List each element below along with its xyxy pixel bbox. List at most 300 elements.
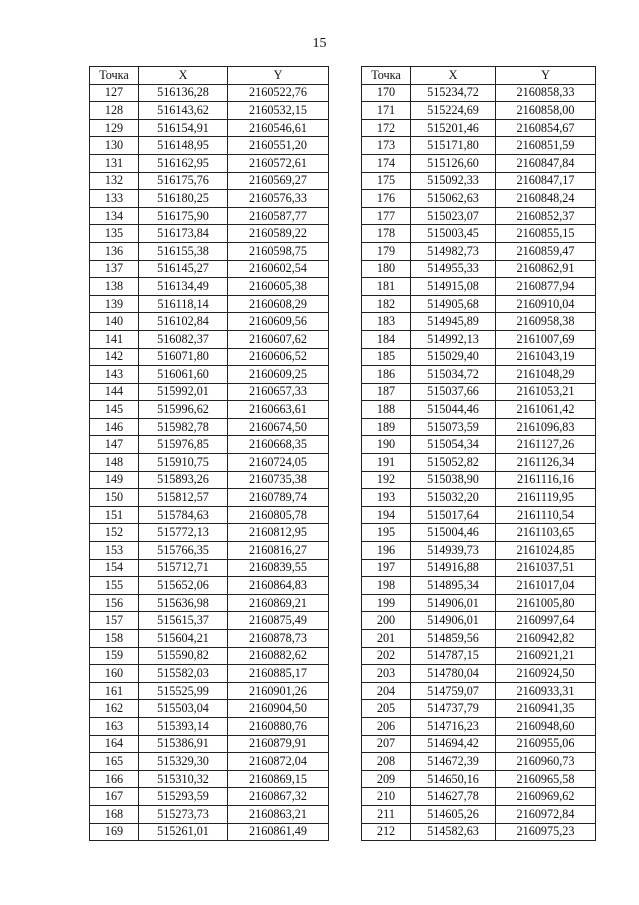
x-coordinate-cell: 516071,80: [139, 348, 228, 366]
table-row: [90, 225, 329, 243]
y-coordinate-cell: 2160867,32: [228, 788, 329, 806]
x-coordinate-cell: 514759,07: [411, 682, 496, 700]
y-coordinate-cell: 2160816,27: [228, 542, 329, 560]
table-row: [90, 366, 329, 384]
point-number-cell: 150: [90, 489, 139, 507]
y-coordinate-cell: 2160869,21: [228, 594, 329, 612]
y-coordinate-cell: 2160607,62: [228, 330, 329, 348]
x-coordinate-cell: 514895,34: [411, 577, 496, 595]
point-number-cell: 183: [362, 313, 411, 331]
table-row: [90, 418, 329, 436]
table-row: [362, 665, 596, 683]
y-coordinate-cell: 2160861,49: [228, 823, 329, 841]
point-number-cell: 204: [362, 682, 411, 700]
point-number-cell: 206: [362, 717, 411, 735]
y-coordinate-cell: 2160941,35: [496, 700, 596, 718]
table-row: [90, 154, 329, 172]
table-row: [90, 348, 329, 366]
point-number-cell: 131: [90, 154, 139, 172]
table-row: [362, 119, 596, 137]
table-row: [362, 295, 596, 313]
x-coordinate-cell: 515590,82: [139, 647, 228, 665]
x-coordinate-cell: 516175,90: [139, 207, 228, 225]
table-row: [362, 383, 596, 401]
y-coordinate-cell: 2160997,64: [496, 612, 596, 630]
point-number-cell: 169: [90, 823, 139, 841]
x-coordinate-cell: 514694,42: [411, 735, 496, 753]
point-number-cell: 138: [90, 278, 139, 296]
y-coordinate-cell: 2160885,17: [228, 665, 329, 683]
point-number-cell: 172: [362, 119, 411, 137]
point-number-cell: 194: [362, 506, 411, 524]
table-row: [90, 84, 329, 102]
point-number-cell: 159: [90, 647, 139, 665]
x-coordinate-cell: 515812,57: [139, 489, 228, 507]
y-coordinate-cell: 2160663,61: [228, 401, 329, 419]
y-coordinate-cell: 2160605,38: [228, 278, 329, 296]
x-coordinate-cell: 515604,21: [139, 630, 228, 648]
x-coordinate-cell: 514650,16: [411, 770, 496, 788]
table-row: [362, 524, 596, 542]
y-coordinate-cell: 2161053,21: [496, 383, 596, 401]
x-coordinate-cell: 515171,80: [411, 137, 496, 155]
point-number-cell: 173: [362, 137, 411, 155]
x-coordinate-cell: 515073,59: [411, 418, 496, 436]
table-row: [362, 454, 596, 472]
table-row: [90, 770, 329, 788]
y-coordinate-cell: 2160859,47: [496, 242, 596, 260]
header-point: Точка: [90, 67, 139, 85]
x-coordinate-cell: 515766,35: [139, 542, 228, 560]
table-row: [362, 542, 596, 560]
x-coordinate-cell: 514627,78: [411, 788, 496, 806]
y-coordinate-cell: 2160878,73: [228, 630, 329, 648]
x-coordinate-cell: 515273,73: [139, 805, 228, 823]
point-number-cell: 182: [362, 295, 411, 313]
table-row: [362, 506, 596, 524]
table-row: [362, 717, 596, 735]
y-coordinate-cell: 2160657,33: [228, 383, 329, 401]
table-row: [362, 788, 596, 806]
y-coordinate-cell: 2160606,52: [228, 348, 329, 366]
x-coordinate-cell: 516134,49: [139, 278, 228, 296]
x-coordinate-cell: 515003,45: [411, 225, 496, 243]
header-x: X: [139, 67, 228, 85]
x-coordinate-cell: 515712,71: [139, 559, 228, 577]
x-coordinate-cell: 516148,95: [139, 137, 228, 155]
point-number-cell: 153: [90, 542, 139, 560]
table-row: [90, 788, 329, 806]
point-number-cell: 135: [90, 225, 139, 243]
point-number-cell: 165: [90, 753, 139, 771]
point-number-cell: 208: [362, 753, 411, 771]
y-coordinate-cell: 2160969,62: [496, 788, 596, 806]
x-coordinate-cell: 514672,39: [411, 753, 496, 771]
y-coordinate-cell: 2161024,85: [496, 542, 596, 560]
table-row: [90, 330, 329, 348]
table-row: [362, 436, 596, 454]
table-row: [362, 577, 596, 595]
x-coordinate-cell: 514582,63: [411, 823, 496, 841]
point-number-cell: 137: [90, 260, 139, 278]
y-coordinate-cell: 2160863,21: [228, 805, 329, 823]
x-coordinate-cell: 514787,15: [411, 647, 496, 665]
table-row: [90, 700, 329, 718]
table-row: [90, 242, 329, 260]
point-number-cell: 151: [90, 506, 139, 524]
point-number-cell: 147: [90, 436, 139, 454]
point-number-cell: 187: [362, 383, 411, 401]
point-number-cell: 202: [362, 647, 411, 665]
y-coordinate-cell: 2160877,94: [496, 278, 596, 296]
point-number-cell: 152: [90, 524, 139, 542]
point-number-cell: 180: [362, 260, 411, 278]
point-number-cell: 198: [362, 577, 411, 595]
table-row: [90, 119, 329, 137]
point-number-cell: 132: [90, 172, 139, 190]
point-number-cell: 161: [90, 682, 139, 700]
x-coordinate-cell: 514992,13: [411, 330, 496, 348]
point-number-cell: 144: [90, 383, 139, 401]
table-row: [362, 225, 596, 243]
point-number-cell: 166: [90, 770, 139, 788]
point-number-cell: 130: [90, 137, 139, 155]
table-row: [90, 717, 329, 735]
table-row: [90, 401, 329, 419]
x-coordinate-cell: 516175,76: [139, 172, 228, 190]
table-row: [90, 436, 329, 454]
point-number-cell: 158: [90, 630, 139, 648]
point-number-cell: 171: [362, 102, 411, 120]
y-coordinate-cell: 2161119,95: [496, 489, 596, 507]
page-number: 15: [312, 36, 327, 51]
point-number-cell: 167: [90, 788, 139, 806]
y-coordinate-cell: 2160839,55: [228, 559, 329, 577]
x-coordinate-cell: 516082,37: [139, 330, 228, 348]
x-coordinate-cell: 516173,84: [139, 225, 228, 243]
x-coordinate-cell: 515503,04: [139, 700, 228, 718]
x-coordinate-cell: 514716,23: [411, 717, 496, 735]
table-row: [362, 348, 596, 366]
y-coordinate-cell: 2160875,49: [228, 612, 329, 630]
table-row: [362, 489, 596, 507]
y-coordinate-cell: 2160924,50: [496, 665, 596, 683]
point-number-cell: 143: [90, 366, 139, 384]
table-row: [90, 295, 329, 313]
y-coordinate-cell: 2160958,38: [496, 313, 596, 331]
x-coordinate-cell: 515293,59: [139, 788, 228, 806]
point-number-cell: 142: [90, 348, 139, 366]
y-coordinate-cell: 2161096,83: [496, 418, 596, 436]
x-coordinate-cell: 516102,84: [139, 313, 228, 331]
y-coordinate-cell: 2160546,61: [228, 119, 329, 137]
table-row: [90, 278, 329, 296]
point-number-cell: 186: [362, 366, 411, 384]
y-coordinate-cell: 2161017,04: [496, 577, 596, 595]
y-coordinate-cell: 2160724,05: [228, 454, 329, 472]
y-coordinate-cell: 2160975,23: [496, 823, 596, 841]
table-row: [362, 647, 596, 665]
y-coordinate-cell: 2160862,91: [496, 260, 596, 278]
table-row: [362, 700, 596, 718]
header-x: X: [411, 67, 496, 85]
point-number-cell: 141: [90, 330, 139, 348]
x-coordinate-cell: 515044,46: [411, 401, 496, 419]
table-row: [362, 366, 596, 384]
table-row: [90, 753, 329, 771]
point-number-cell: 133: [90, 190, 139, 208]
table-row: [90, 577, 329, 595]
x-coordinate-cell: 515201,46: [411, 119, 496, 137]
y-coordinate-cell: 2160587,77: [228, 207, 329, 225]
point-number-cell: 178: [362, 225, 411, 243]
y-coordinate-cell: 2160735,38: [228, 471, 329, 489]
point-number-cell: 212: [362, 823, 411, 841]
y-coordinate-cell: 2160609,56: [228, 313, 329, 331]
point-number-cell: 177: [362, 207, 411, 225]
header-y: Y: [228, 67, 329, 85]
y-coordinate-cell: 2161127,26: [496, 436, 596, 454]
y-coordinate-cell: 2160955,06: [496, 735, 596, 753]
table-row: [90, 612, 329, 630]
point-number-cell: 164: [90, 735, 139, 753]
y-coordinate-cell: 2161048,29: [496, 366, 596, 384]
y-coordinate-cell: 2160847,17: [496, 172, 596, 190]
point-number-cell: 136: [90, 242, 139, 260]
y-coordinate-cell: 2160948,60: [496, 717, 596, 735]
point-number-cell: 148: [90, 454, 139, 472]
y-coordinate-cell: 2160933,31: [496, 682, 596, 700]
x-coordinate-cell: 515062,63: [411, 190, 496, 208]
point-number-cell: 175: [362, 172, 411, 190]
table-row: [362, 137, 596, 155]
point-number-cell: 207: [362, 735, 411, 753]
x-coordinate-cell: 516180,25: [139, 190, 228, 208]
x-coordinate-cell: 515393,14: [139, 717, 228, 735]
y-coordinate-cell: 2160598,75: [228, 242, 329, 260]
table-row: [362, 735, 596, 753]
table-row: [362, 471, 596, 489]
x-coordinate-cell: 515032,20: [411, 489, 496, 507]
point-number-cell: 129: [90, 119, 139, 137]
table-row: [90, 137, 329, 155]
x-coordinate-cell: 515126,60: [411, 154, 496, 172]
x-coordinate-cell: 514906,01: [411, 612, 496, 630]
point-number-cell: 188: [362, 401, 411, 419]
y-coordinate-cell: 2160854,67: [496, 119, 596, 137]
table-row: [362, 559, 596, 577]
point-number-cell: 193: [362, 489, 411, 507]
table-row: [362, 278, 596, 296]
x-coordinate-cell: 516118,14: [139, 295, 228, 313]
y-coordinate-cell: 2160879,91: [228, 735, 329, 753]
table-row: [90, 383, 329, 401]
y-coordinate-cell: 2160855,15: [496, 225, 596, 243]
x-coordinate-cell: 515092,33: [411, 172, 496, 190]
table-row: [90, 489, 329, 507]
table-row: [362, 242, 596, 260]
y-coordinate-cell: 2160572,61: [228, 154, 329, 172]
point-number-cell: 176: [362, 190, 411, 208]
point-number-cell: 200: [362, 612, 411, 630]
x-coordinate-cell: 515261,01: [139, 823, 228, 841]
x-coordinate-cell: 515037,66: [411, 383, 496, 401]
table-row: [90, 647, 329, 665]
y-coordinate-cell: 2160972,84: [496, 805, 596, 823]
y-coordinate-cell: 2161005,80: [496, 594, 596, 612]
point-number-cell: 134: [90, 207, 139, 225]
y-coordinate-cell: 2161126,34: [496, 454, 596, 472]
point-number-cell: 139: [90, 295, 139, 313]
point-number-cell: 184: [362, 330, 411, 348]
y-coordinate-cell: 2160858,00: [496, 102, 596, 120]
point-number-cell: 185: [362, 348, 411, 366]
x-coordinate-cell: 515234,72: [411, 84, 496, 102]
point-number-cell: 155: [90, 577, 139, 595]
y-coordinate-cell: 2160851,59: [496, 137, 596, 155]
x-coordinate-cell: 515329,30: [139, 753, 228, 771]
table-row: [362, 418, 596, 436]
point-number-cell: 168: [90, 805, 139, 823]
y-coordinate-cell: 2160910,04: [496, 295, 596, 313]
x-coordinate-cell: 516061,60: [139, 366, 228, 384]
table-row: [362, 330, 596, 348]
table-row: [90, 506, 329, 524]
table-row: [362, 190, 596, 208]
table-row: [362, 594, 596, 612]
y-coordinate-cell: 2160576,33: [228, 190, 329, 208]
x-coordinate-cell: 514955,33: [411, 260, 496, 278]
y-coordinate-cell: 2161110,54: [496, 506, 596, 524]
x-coordinate-cell: 515992,01: [139, 383, 228, 401]
table-row: [90, 260, 329, 278]
y-coordinate-cell: 2160569,27: [228, 172, 329, 190]
table-row: [90, 542, 329, 560]
y-coordinate-cell: 2160904,50: [228, 700, 329, 718]
point-number-cell: 197: [362, 559, 411, 577]
point-number-cell: 145: [90, 401, 139, 419]
point-number-cell: 210: [362, 788, 411, 806]
y-coordinate-cell: 2160848,24: [496, 190, 596, 208]
table-row: [362, 823, 596, 841]
table-row: [362, 805, 596, 823]
table-row: [362, 260, 596, 278]
table-row: [90, 682, 329, 700]
x-coordinate-cell: 514737,79: [411, 700, 496, 718]
y-coordinate-cell: 2160812,95: [228, 524, 329, 542]
table-row: [90, 207, 329, 225]
point-number-cell: 209: [362, 770, 411, 788]
point-number-cell: 128: [90, 102, 139, 120]
x-coordinate-cell: 515310,32: [139, 770, 228, 788]
x-coordinate-cell: 515034,72: [411, 366, 496, 384]
table-row: [362, 102, 596, 120]
table-row: [362, 682, 596, 700]
point-number-cell: 140: [90, 313, 139, 331]
y-coordinate-cell: 2161007,69: [496, 330, 596, 348]
x-coordinate-cell: 516145,27: [139, 260, 228, 278]
point-number-cell: 174: [362, 154, 411, 172]
table-header-row: [362, 67, 596, 85]
point-number-cell: 201: [362, 630, 411, 648]
table-row: [90, 665, 329, 683]
y-coordinate-cell: 2161061,42: [496, 401, 596, 419]
y-coordinate-cell: 2161037,51: [496, 559, 596, 577]
point-number-cell: 170: [362, 84, 411, 102]
coordinates-table-right: [361, 66, 596, 841]
table-row: [90, 594, 329, 612]
point-number-cell: 127: [90, 84, 139, 102]
table-header-row: [90, 67, 329, 85]
table-row: [362, 612, 596, 630]
table-row: [90, 524, 329, 542]
y-coordinate-cell: 2160880,76: [228, 717, 329, 735]
x-coordinate-cell: 514916,88: [411, 559, 496, 577]
table-row: [362, 770, 596, 788]
x-coordinate-cell: 515996,62: [139, 401, 228, 419]
table-row: [90, 823, 329, 841]
x-coordinate-cell: 515004,46: [411, 524, 496, 542]
point-number-cell: 181: [362, 278, 411, 296]
x-coordinate-cell: 514939,73: [411, 542, 496, 560]
table-row: [90, 559, 329, 577]
table-row: [362, 630, 596, 648]
y-coordinate-cell: 2160805,78: [228, 506, 329, 524]
x-coordinate-cell: 516154,91: [139, 119, 228, 137]
table-row: [362, 172, 596, 190]
point-number-cell: 190: [362, 436, 411, 454]
x-coordinate-cell: 514905,68: [411, 295, 496, 313]
coordinates-table-left: [89, 66, 329, 841]
header-point: Точка: [362, 67, 411, 85]
y-coordinate-cell: 2160789,74: [228, 489, 329, 507]
x-coordinate-cell: 515784,63: [139, 506, 228, 524]
table-row: [362, 401, 596, 419]
x-coordinate-cell: 514945,89: [411, 313, 496, 331]
x-coordinate-cell: 515910,75: [139, 454, 228, 472]
point-number-cell: 205: [362, 700, 411, 718]
y-coordinate-cell: 2160847,84: [496, 154, 596, 172]
table-row: [362, 313, 596, 331]
x-coordinate-cell: 515976,85: [139, 436, 228, 454]
table-row: [362, 207, 596, 225]
x-coordinate-cell: 514780,04: [411, 665, 496, 683]
table-row: [90, 471, 329, 489]
x-coordinate-cell: 515029,40: [411, 348, 496, 366]
y-coordinate-cell: 2160589,22: [228, 225, 329, 243]
point-number-cell: 163: [90, 717, 139, 735]
x-coordinate-cell: 515038,90: [411, 471, 496, 489]
point-number-cell: 189: [362, 418, 411, 436]
y-coordinate-cell: 2161116,16: [496, 471, 596, 489]
x-coordinate-cell: 515386,91: [139, 735, 228, 753]
table-row: [90, 630, 329, 648]
y-coordinate-cell: 2161043,19: [496, 348, 596, 366]
point-number-cell: 146: [90, 418, 139, 436]
x-coordinate-cell: 515052,82: [411, 454, 496, 472]
table-row: [90, 190, 329, 208]
table-row: [362, 84, 596, 102]
point-number-cell: 199: [362, 594, 411, 612]
table-row: [90, 454, 329, 472]
x-coordinate-cell: 516143,62: [139, 102, 228, 120]
y-coordinate-cell: 2160901,26: [228, 682, 329, 700]
x-coordinate-cell: 515893,26: [139, 471, 228, 489]
point-number-cell: 156: [90, 594, 139, 612]
point-number-cell: 179: [362, 242, 411, 260]
x-coordinate-cell: 514859,56: [411, 630, 496, 648]
y-coordinate-cell: 2160942,82: [496, 630, 596, 648]
